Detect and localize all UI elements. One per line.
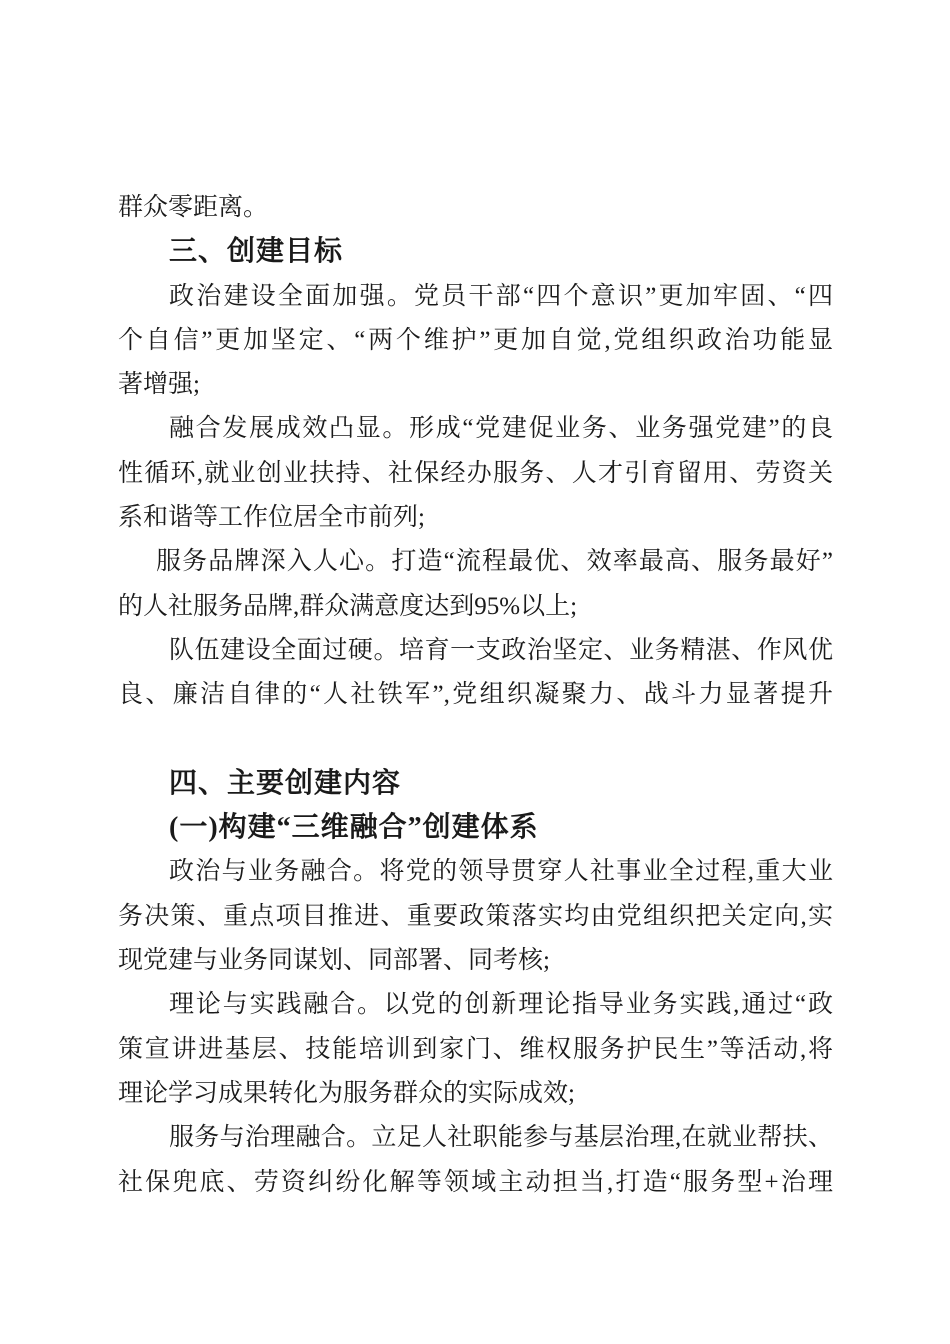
heading-line: 三、创建目标 xyxy=(169,236,344,268)
text-line: 政治建设全面加强。党员干部“四个意识”更加牢固、“四 xyxy=(169,282,833,310)
text-line: 政治与业务融合。将党的领导贯穿人社事业全过程,重大业 xyxy=(169,858,833,886)
heading-line: 四、主要创建内容 xyxy=(169,767,402,799)
blank-line xyxy=(118,718,833,762)
text-line: 个自信”更加坚定、“两个维护”更加自觉,党组织政治功能显 xyxy=(118,326,833,354)
text-line: 务决策、重点项目推进、重要政策落实均由党组织把关定向,实 xyxy=(118,902,833,930)
text-line: 社保兜底、劳资纠纷化解等领域主动担当,打造“服务型+治理 xyxy=(118,1168,833,1196)
text-line: 理论与实践融合。以党的创新理论指导业务实践,通过“政 xyxy=(169,991,833,1019)
heading-line: (一)构建“三维融合”创建体系 xyxy=(169,812,539,844)
text-line: 系和谐等工作位居全市前列; xyxy=(118,504,425,532)
text-line: 群众零距离。 xyxy=(118,194,269,221)
text-line: 服务品牌深入人心。打造“流程最优、效率最高、服务最好” xyxy=(156,548,833,576)
text-line: 现党建与业务同谋划、同部署、同考核; xyxy=(118,947,550,975)
text-line: 良、廉洁自律的“人社铁军”,党组织凝聚力、战斗力显著提升 xyxy=(118,681,833,709)
text-line: 队伍建设全面过硬。培育一支政治坚定、业务精湛、作风优 xyxy=(169,636,833,664)
text-line: 性循环,就业创业扶持、社保经办服务、人才引育留用、劳资关 xyxy=(118,459,833,487)
text-line: 理论学习成果转化为服务群众的实际成效; xyxy=(118,1079,575,1107)
text-line: 的人社服务品牌,群众满意度达到95%以上; xyxy=(118,592,578,620)
text-line: 著增强; xyxy=(118,371,200,399)
text-line: 融合发展成效凸显。形成“党建促业务、业务强党建”的良 xyxy=(169,415,833,443)
text-line: 服务与治理融合。立足人社职能参与基层治理,在就业帮扶、 xyxy=(169,1124,833,1152)
document-text xyxy=(118,186,833,1205)
text-line: 策宣讲进基层、技能培训到家门、维权服务护民生”等活动,将 xyxy=(118,1035,833,1063)
